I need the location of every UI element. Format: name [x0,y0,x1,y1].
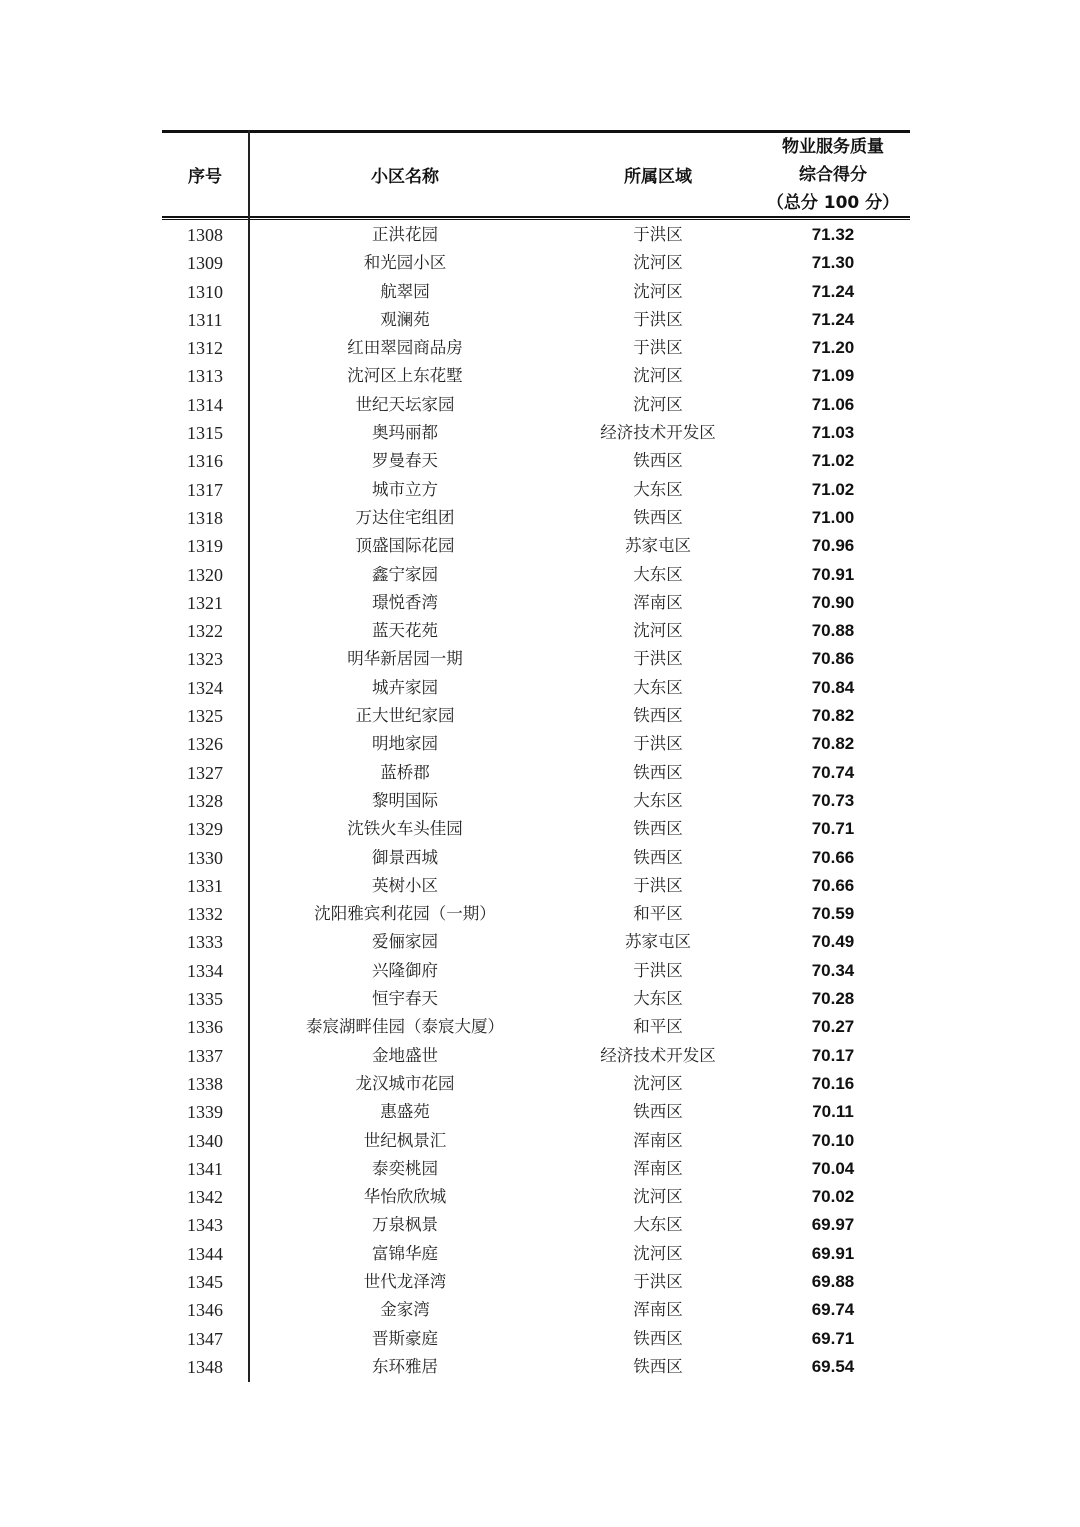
row-district: 大东区 [633,790,683,810]
row-score: 70.91 [811,564,855,584]
row-score: 71.06 [811,394,855,414]
row-score: 69.71 [811,1328,855,1348]
row-community-name: 顶盛国际花园 [355,536,455,556]
row-index: 1347 [187,1328,223,1349]
row-score: 70.96 [811,536,855,556]
row-index: 1313 [187,366,223,387]
row-community-name: 惠盛苑 [380,1102,430,1122]
row-score: 70.49 [811,932,855,952]
row-district: 铁西区 [633,819,683,839]
row-index: 1309 [187,253,223,274]
row-score: 70.73 [811,790,855,810]
row-community-name: 万泉枫景 [372,1215,438,1235]
row-score: 70.82 [811,706,855,726]
row-community-name: 蓝天花苑 [372,621,438,641]
row-index: 1339 [187,1102,223,1123]
row-community-name: 红田翠园商品房 [347,338,463,358]
row-community-name: 爱俪家园 [372,932,438,952]
row-score: 70.16 [811,1073,855,1093]
header-index: 序号 [188,167,222,187]
row-community-name: 富锦华庭 [372,1243,438,1263]
row-index: 1333 [187,932,223,953]
row-score: 69.97 [811,1215,855,1235]
table-row [162,957,910,985]
header-district: 所属区域 [624,167,692,187]
row-index: 1329 [187,819,223,840]
row-score: 71.02 [811,479,855,499]
row-score: 71.24 [811,281,855,301]
row-district: 苏家屯区 [625,932,691,952]
row-score: 71.00 [811,507,855,527]
row-index: 1345 [187,1271,223,1292]
row-district: 于洪区 [633,734,683,754]
row-index: 1323 [187,649,223,670]
row-community-name: 正洪花园 [372,225,438,244]
table-row [162,504,910,532]
row-index: 1332 [187,904,223,925]
row-community-name: 蓝桥郡 [380,762,430,782]
table-row [162,1211,910,1239]
row-district: 经济技术开发区 [600,423,716,443]
table-row [162,1183,910,1211]
row-district: 于洪区 [633,649,683,669]
row-index: 1324 [187,677,223,698]
header-score-line3: （总分 100 分） [766,192,900,213]
row-score: 70.66 [811,875,855,895]
row-community-name: 世代龙泽湾 [363,1271,447,1291]
table-row [162,249,910,277]
row-community-name: 璟悦香湾 [372,592,438,612]
row-index: 1341 [187,1158,223,1179]
table-row [162,221,910,249]
table-row [162,1325,910,1353]
row-district: 铁西区 [633,1102,683,1122]
table-row [162,815,910,843]
table-row [162,1013,910,1041]
row-district: 大东区 [633,677,683,697]
row-index: 1342 [187,1187,223,1208]
row-index: 1312 [187,338,223,359]
row-score: 71.09 [811,366,855,386]
row-district: 大东区 [633,564,683,584]
row-score: 69.91 [811,1243,855,1263]
table-row [162,872,910,900]
row-score: 70.88 [811,621,855,641]
row-district: 铁西区 [633,1356,683,1376]
row-district: 铁西区 [633,847,683,867]
table-row [162,334,910,362]
row-community-name: 奥玛丽都 [372,423,438,443]
row-community-name: 万达住宅组团 [355,507,455,527]
table-header [162,133,910,216]
row-district: 沈河区 [633,253,683,273]
row-district: 大东区 [633,989,683,1009]
row-index: 1330 [187,847,223,868]
row-score: 69.74 [811,1300,855,1320]
table-row [162,362,910,390]
row-community-name: 世纪枫景汇 [363,1130,447,1150]
row-district: 经济技术开发区 [600,1045,716,1065]
row-index: 1348 [187,1356,223,1377]
row-index: 1344 [187,1243,223,1264]
table-row [162,447,910,475]
row-index: 1335 [187,989,223,1010]
header-bottom-rule [162,216,910,218]
table-row [162,1070,910,1098]
row-district: 铁西区 [633,706,683,726]
table-row [162,306,910,334]
row-district: 沈河区 [633,1243,683,1263]
table-row [162,1240,910,1268]
table-row [162,278,910,306]
header-community-name: 小区名称 [371,167,439,187]
table-row [162,1353,910,1381]
row-score: 71.02 [811,451,855,471]
row-index: 1317 [187,479,223,500]
row-district: 浑南区 [633,592,683,612]
row-score: 70.17 [811,1045,855,1065]
row-index: 1322 [187,621,223,642]
row-score: 70.74 [811,762,855,782]
row-district: 于洪区 [633,225,683,244]
row-score: 69.88 [811,1271,855,1291]
row-index: 1326 [187,734,223,755]
row-district: 铁西区 [633,451,683,471]
table-row [162,589,910,617]
row-score: 71.32 [811,225,855,244]
header-score [756,133,910,216]
row-index: 1319 [187,536,223,557]
row-district: 和平区 [633,904,683,924]
table-row [162,1268,910,1296]
row-district: 和平区 [633,1017,683,1037]
row-district: 铁西区 [633,507,683,527]
row-score: 70.90 [811,592,855,612]
row-district: 于洪区 [633,338,683,358]
table-row [162,419,910,447]
table-row [162,617,910,645]
table-row [162,900,910,928]
row-index: 1316 [187,451,223,472]
row-district: 于洪区 [633,1271,683,1291]
row-index: 1343 [187,1215,223,1236]
row-score: 70.86 [811,649,855,669]
row-score: 70.82 [811,734,855,754]
row-district: 苏家屯区 [625,536,691,556]
table-row [162,1098,910,1126]
row-score: 70.59 [811,904,855,924]
row-district: 于洪区 [633,960,683,980]
row-community-name: 金地盛世 [372,1045,438,1065]
table-row [162,985,910,1013]
row-community-name: 观澜苑 [380,309,430,329]
row-index: 1310 [187,281,223,302]
row-community-name: 世纪天坛家园 [355,394,455,414]
row-community-name: 正大世纪家园 [355,706,455,726]
row-index: 1321 [187,592,223,613]
row-district: 沈河区 [633,1187,683,1207]
row-district: 于洪区 [633,309,683,329]
row-index: 1318 [187,507,223,528]
row-district: 大东区 [633,479,683,499]
row-index: 1314 [187,394,223,415]
row-score: 71.20 [811,338,855,358]
table-row [162,1042,910,1070]
table-row [162,1155,910,1183]
row-score: 70.04 [811,1158,855,1178]
row-score: 70.66 [811,847,855,867]
row-community-name: 华怡欣欣城 [363,1187,447,1207]
table-row [162,787,910,815]
row-community-name: 鑫宁家园 [372,564,438,584]
row-score: 69.54 [811,1356,855,1376]
row-community-name: 东环雅居 [372,1356,438,1376]
row-community-name: 沈河区上东花墅 [347,366,463,386]
row-district: 沈河区 [633,1073,683,1093]
row-score: 71.24 [811,309,855,329]
row-index: 1337 [187,1045,223,1066]
table-row [162,561,910,589]
row-score: 71.03 [811,423,855,443]
row-district: 大东区 [633,1215,683,1235]
row-community-name: 金家湾 [380,1300,430,1320]
row-community-name: 航翠园 [380,281,430,301]
row-score: 71.30 [811,253,855,273]
row-district: 铁西区 [633,762,683,782]
row-score: 70.27 [811,1017,855,1037]
row-index: 1311 [187,309,223,330]
header-bottom-rule-inner [162,219,910,220]
row-index: 1340 [187,1130,223,1151]
row-community-name: 晋斯豪庭 [372,1328,438,1348]
row-index: 1320 [187,564,223,585]
table-row [162,674,910,702]
row-community-name: 英树小区 [372,875,438,895]
row-community-name: 沈阳雅宾利花园（一期） [314,904,496,924]
row-district: 沈河区 [633,281,683,301]
table-row [162,532,910,560]
row-index: 1338 [187,1073,223,1094]
row-index: 1328 [187,790,223,811]
row-district: 铁西区 [633,1328,683,1348]
row-district: 沈河区 [633,394,683,414]
table-row [162,844,910,872]
table-body [162,221,910,1381]
row-community-name: 黎明国际 [372,790,438,810]
row-index: 1334 [187,960,223,981]
row-score: 70.34 [811,960,855,980]
table-row [162,476,910,504]
row-community-name: 沈铁火车头佳园 [347,819,463,839]
row-community-name: 龙汉城市花园 [355,1073,455,1093]
row-index: 1315 [187,423,223,444]
table-row [162,1296,910,1324]
row-community-name: 城市立方 [372,479,438,499]
row-community-name: 明华新居园一期 [347,649,463,669]
row-community-name: 御景西城 [372,847,438,867]
table-row [162,1127,910,1155]
row-community-name: 城卉家园 [372,677,438,697]
row-district: 于洪区 [633,875,683,895]
table-row [162,391,910,419]
row-community-name: 罗曼春天 [372,451,438,471]
row-index: 1346 [187,1300,223,1321]
row-index: 1325 [187,706,223,727]
table-row [162,702,910,730]
table-row [162,759,910,787]
table-row [162,730,910,758]
row-community-name: 泰奕桃园 [372,1158,438,1178]
row-district: 浑南区 [633,1130,683,1150]
row-district: 沈河区 [633,366,683,386]
row-score: 70.02 [811,1187,855,1207]
row-community-name: 泰宸湖畔佳园（泰宸大厦） [306,1017,504,1037]
header-score-line1: 物业服务质量 [782,136,884,157]
row-district: 沈河区 [633,621,683,641]
row-score: 70.71 [811,819,855,839]
table-row [162,928,910,956]
row-community-name: 明地家园 [372,734,438,754]
row-score: 70.84 [811,677,855,697]
row-community-name: 和光园小区 [363,253,447,273]
row-district: 浑南区 [633,1158,683,1178]
row-district: 浑南区 [633,1300,683,1320]
row-community-name: 兴隆御府 [372,960,438,980]
row-index: 1327 [187,762,223,783]
row-index: 1336 [187,1017,223,1038]
row-score: 70.10 [811,1130,855,1150]
row-score: 70.28 [811,989,855,1009]
row-community-name: 恒宇春天 [372,989,438,1009]
row-index: 1308 [187,225,223,245]
table-row [162,645,910,673]
row-score: 70.11 [812,1102,854,1122]
row-index: 1331 [187,875,223,896]
header-score-line2: 综合得分 [799,164,867,185]
